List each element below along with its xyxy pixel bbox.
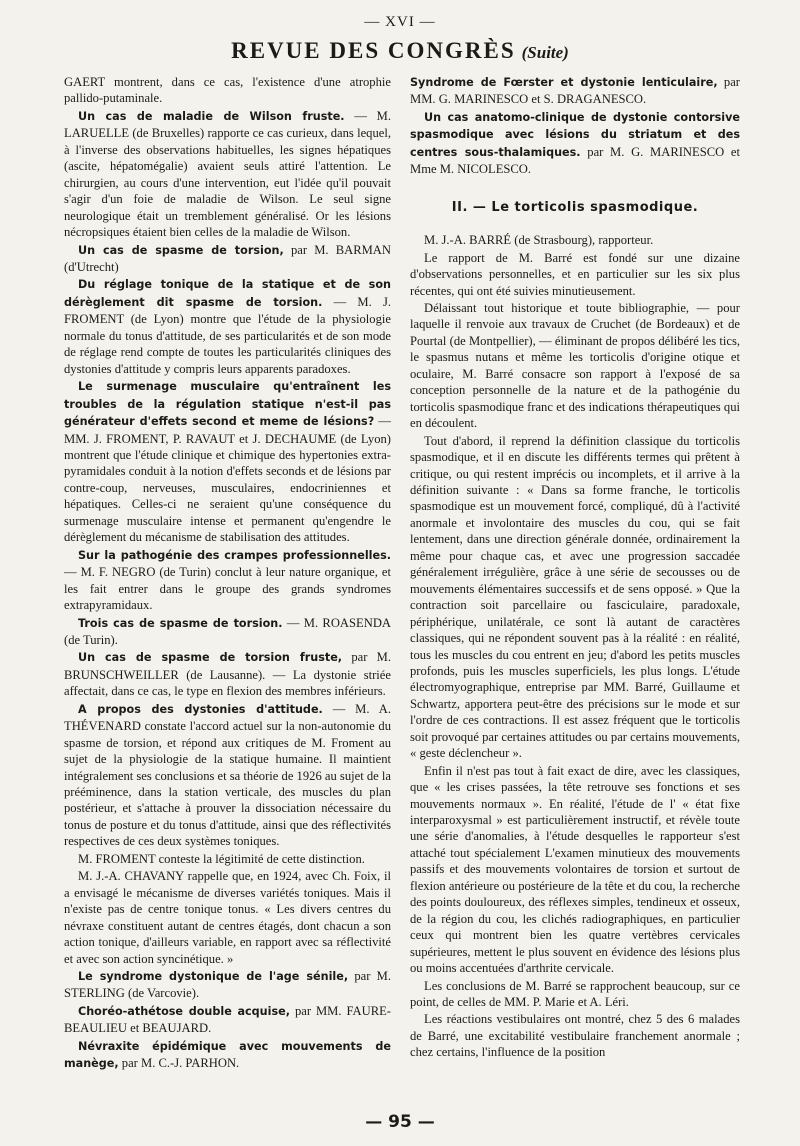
section-heading: II. — Le torticolis spasmodique. [451,199,699,215]
abstract-entry [410,109,740,178]
abstract-body: — M. J. FROMENT (de Lyon) montre que l'étude de la physiologie normale du tonus d'attitude, de ses particularités et de son mode de réglage rend compte de toutes les particularités cliniques des dystonies d'attitude y compris leurs apparents paradoxes. [64,294,392,376]
abstract-body: par M. STERLING (de Varcovie). [64,969,392,1001]
paragraph: M. FROMENT conteste la légitimité de cette distinction. [78,851,365,866]
abstract-body: — MM. J. FROMENT, P. RAVAUT et J. DECHAUME (de Lyon) montrent que l'étude clinique et chimique des hypertonies extra-pyramidales conduit à la notion d'effets seconds et de lésions par contre-coup, nerveuses, musculaires, endocriniennes et hépatiques. Celles-ci ne seraient qu'une conséquence du surmenage musculaire intense et permanent qu'engendre le dérèglement du mécanisme de stabilisation des attitudes. [64,414,392,545]
abstract-title: Un cas de spasme de torsion fruste, [78,651,343,665]
abstract-title: Un cas de spasme de torsion, [78,243,284,257]
paragraph: Délaissant tout historique et toute bibliographie, — pour laquelle il renvoie aux travaux de Cruchet (de Bordeaux) et de Pourtal (de Montpellier), — éliminant de propos délibéré les tics, le spasmus nutans et même les torticolis d'origine otique et oculaire, M. Barré consacre son rapport à l'exposé de sa conception personnelle de la nature et de la pathogénie du torticolis spasmodique franc et des indications thérapeutiques qui en découlent. [410,300,740,431]
abstract-title: Névraxite épidémique avec mouvements de manège, [64,1039,391,1071]
abstract-body: — M. F. NEGRO (de Turin) conclut à leur nature organique, et les fait entrer dans le groupe des grands syndromes extrapyramidaux. [64,565,391,613]
abstract-title: Sur la pathogénie des crampes professionnelles. [78,548,391,562]
abstract-body: par MM. FAURE-BEAULIEU et BEAUJARD. [64,1003,391,1036]
abstract-title: Du réglage tonique de la statique et de son dérèglement dit spasme de torsion. [64,278,391,309]
roman-page-marker: — XVI — [364,14,436,30]
abstract-title: Choréo-athétose double acquise, [78,1004,290,1018]
abstract-body: par M. G. MARINESCO et Mme M. NICOLESCO. [410,144,740,177]
abstract-title: Le surmenage musculaire qu'entraînent les troubles de la régulation statique n'est-il pas générateur d'effets second et meme de lésions? [64,380,391,429]
masthead-title: REVUE DES CONGRÈS [231,38,516,63]
abstract-title: Un cas de maladie de Wilson fruste. [78,109,345,123]
abstract-body: par M. BRUNSCHWEILLER (de Lausanne). — La dystonie striée affectait, dans ce cas, le type en flexion des membres inférieurs. [64,650,391,699]
abstract-title: Un cas anatomo-clinique de dystonie contorsive spasmodique avec lésions du striatum et des centres sous-thalamiques. [410,110,740,159]
journal-masthead [0,38,800,64]
abstract-entry [64,615,391,649]
left-column [64,74,391,1073]
abstract-entry [64,547,391,614]
page-number: — 95 — [365,1112,435,1132]
abstract-author: — M. LARUELLE [64,108,391,141]
abstract-body: par M. BARMAN (d'Utrecht) [64,242,391,274]
abstract-body: par MM. G. MARINESCO et S. DRAGANESCO. [410,75,740,107]
paragraph: Enfin il n'est pas tout à fait exact de dire, avec les classiques, que « les crises passées, la tête retrouve ses fonctions et ses mouvements normaux ». En réalité, l'étude de l' « état fixe interparoxysmal » est particulièrement instructif, et révèle toute une série d'anomalies, à l'étude desquelles le rapporteur s'est attaché tout spécialement L'examen minutieux des mouvements passifs et des mouvements volontaires de torsion et surtout de flexion antérieure ou postérieure de la tête et du cou, la recherche des points douloureux, des réflexes simples, tendineux et osseux, de la région du cou, les clichés radiographiques, en particulier ceux qui montrent bien les quatre vertèbres cervicales supérieures, mettent le plus souvent en évidence des lésions plus ou moins accentuées d'arthrite cervicale. [410,763,740,976]
abstract-entry [64,1003,391,1037]
abstract-title: Trois cas de spasme de torsion. [78,616,283,630]
paragraph: M. J.-A. CHAVANY rappelle que, en 1924, avec Ch. Foix, il a envisagé le mécanisme de diverses variétés toniques. Mais il n'existe pas de centre tonique tonus. « Les divers centres du névraxe constituent autant de centres étagés, dont chacun a son action tonique, d'ailleurs variable, en rapport avec sa réflectivité et avec son action syncinétique. » [64,869,391,966]
abstract-entry [64,242,391,276]
abstract-title: A propos des dystonies d'attitude. [78,702,323,716]
abstract-entry [64,378,391,546]
paragraph: GAERT montrent, dans ce cas, l'existence d'une atrophie pallido-putaminale. [64,75,391,106]
abstract-body: par M. C.-J. PARHON. [121,1056,240,1071]
masthead-subtitle: (Suite) [521,43,569,62]
abstract-entry [64,701,391,850]
abstract-entry [64,649,391,699]
right-column [410,74,740,1061]
abstract-entry [64,968,391,1002]
abstract-body: (de Bruxelles) rapporte ce cas curieux, dans lequel, à l'inverse des observations habituelles, les signes hépatiques (ascite, hépatomégalie) avaient seuls attiré l'attention. Le chirurgien, au cours d'une intervention, eut l'idée qu'il pouvait s'agir d'un foie de maladie de Wilson. Le seul signe neurologique était un tremblement généralisé. Or les lésions nécropsiques étaient bien celles de la maladie de Wilson. [64,126,391,240]
abstract-body: — M. ROASENDA (de Turin). [64,615,392,647]
paragraph: Tout d'abord, il reprend la définition classique du torticolis spasmodique, et il en discute les différents termes qui prêtent à critique, ou qui restent imprécis ou incomplets, et il arrive à la définition suivante : « Dans sa forme franche, le torticolis spasmodique est un mouvement forcé, compliqué, dû à l'activité anormale et involontaire des muscles du cou, qui se fait lentement, dans une direction générale donnée, ordinairement la même pour chaque cas, et avec une progression saccadée généralement irrégulière, grâce à une série de secousses ou de mouvements élémentaires successifs et de sens opposé. » Que la contraction soit parcellaire ou fasciculaire, paradoxale, périphérique, unilatérale, ce sont là autant de caractères classiques, qui ne répondent souvent pas à la réalité : en réalité, tous les muscles du cou entrent en jeu; d'abord les petits muscles profonds, puis les muscles superficiels, les plus longs. L'étude électromyographique, entreprise par MM. Barré, Guillaume et Schwartz, apportera peut-être des précisions sur le mode et sur l'ordre de ces contractions. Il est assez fréquent que le torticolis soit provoqué par certaines attitudes ou par certains mouvements, « geste déclencheur ». [410,433,740,761]
abstract-title: Syndrome de Fœrster et dystonie lenticulaire, [410,76,718,89]
abstract-title: Le syndrome dystonique de l'age sénile, [78,970,349,984]
abstract-entry [410,74,740,108]
abstract-entry [64,276,391,377]
paragraph: Les conclusions de M. Barré se rapprochent beaucoup, sur ce point, de celles de MM. P. Marie et A. Léri. [410,978,740,1010]
paragraph: M. J.-A. BARRÉ (de Strasbourg), rapporteur. [424,233,654,248]
abstract-body: — M. A. THÉVENARD constate l'accord actuel sur la non-autonomie du spasme de torsion, et répond aux critiques de M. Froment au sujet de la physiologie de la statique humaine. Il maintient intégralement ses conclusions et sa théorie de 1926 au sujet de la prééminence, dans la station verticale, des muscles du plan postérieur, et s'attache à prouver la dissociation nécessaire du tonus de posture et du tonus d'attitude, ainsi que des réflectivités respectives de ces deux systèmes toniques. [64,701,391,849]
abstract-entry [64,1038,391,1073]
paragraph: Les réactions vestibulaires ont montré, chez 5 des 6 malades de Barré, une excitabilité vestibulaire franchement anormale ; chez certains, l'influence de la position [410,1012,740,1060]
paragraph: Le rapport de M. Barré est fondé sur une dizaine d'observations personnelles, et en particulier sur les six plus récentes, qui ont été suivies minutieusement. [410,250,740,298]
abstract-entry [64,108,391,241]
